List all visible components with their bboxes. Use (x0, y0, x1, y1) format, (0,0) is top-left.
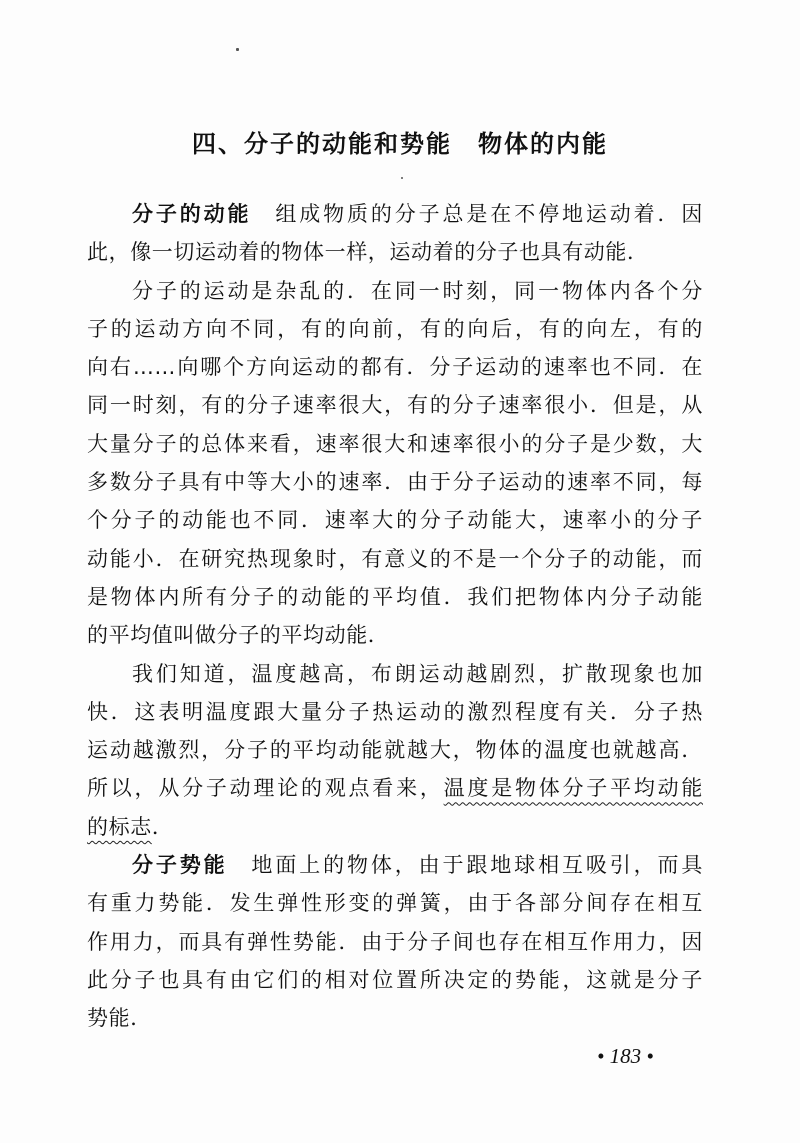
text-line: 向右……向哪个方向运动的都有．分子运动的速率也不同．在 (87, 355, 703, 380)
text-line: 作用力，而具有弹性势能．由于分子间也存在相互作用力，因 (87, 929, 703, 954)
text-line: 势能． (87, 1006, 152, 1031)
body-text (87, 195, 703, 1038)
text-line: 大量分子的总体来看，速率很大和速率很小的分子是少数，大 (87, 431, 703, 456)
scan-speck (236, 48, 239, 51)
emphasized-statement: 的标志 (87, 814, 152, 839)
text-line: 同一时刻，有的分子速率很大，有的分子速率很小．但是，从 (87, 393, 703, 418)
text-line: 分子势能 地面上的物体，由于跟地球相互吸引，而具 (132, 853, 703, 878)
text-line: 有重力势能．发生弹性形变的弹簧，由于各部分间存在相互 (87, 891, 703, 916)
text-line: 动能小．在研究热现象时，有意义的不是一个分子的动能，而 (87, 546, 703, 571)
text-line: 分子的动能 组成物质的分子总是在不停地运动着．因 (132, 202, 703, 226)
emphasized-statement: 温度是物体分子平均动能 (443, 776, 703, 801)
text-line: 我们知道，温度越高，布朗运动越剧烈，扩散现象也加 (132, 661, 703, 686)
text-line: 分子的运动是杂乱的．在同一时刻，同一物体内各个分 (132, 278, 703, 303)
section-title: 四、分子的动能和势能 物体的内能 (192, 130, 608, 158)
text-line: 快．这表明温度跟大量分子热运动的激烈程度有关．分子热 (87, 699, 703, 724)
text-line: 的标志． (87, 814, 174, 839)
heading-kinetic-energy: 分子的动能 (132, 202, 252, 226)
text-line: 的平均值叫做分子的平均动能． (87, 623, 390, 648)
heading-potential-energy: 分子势能 (132, 853, 228, 878)
text-line: 个分子的动能也不同．速率大的分子动能大，速率小的分子 (87, 508, 703, 533)
text-line: 是物体内所有分子的动能的平均值．我们把物体内分子动能 (87, 584, 703, 609)
text-line: 此分子也具有由它们的相对位置所决定的势能，这就是分子 (87, 967, 703, 992)
page-number: • 183 • (597, 1044, 654, 1068)
text-line: 运动越激烈，分子的平均动能就越大，物体的温度也就越高． (87, 738, 703, 763)
text-line: 多数分子具有中等大小的速率．由于分子运动的速率不同，每 (87, 470, 703, 495)
scan-speck (401, 177, 403, 179)
text-line: 此，像一切运动着的物体一样，运动着的分子也具有动能． (87, 240, 649, 265)
text-line: 子的运动方向不同，有的向前，有的向后，有的向左，有的 (87, 316, 703, 341)
text-line: 所以，从分子动理论的观点看来，温度是物体分子平均动能 (87, 776, 703, 801)
